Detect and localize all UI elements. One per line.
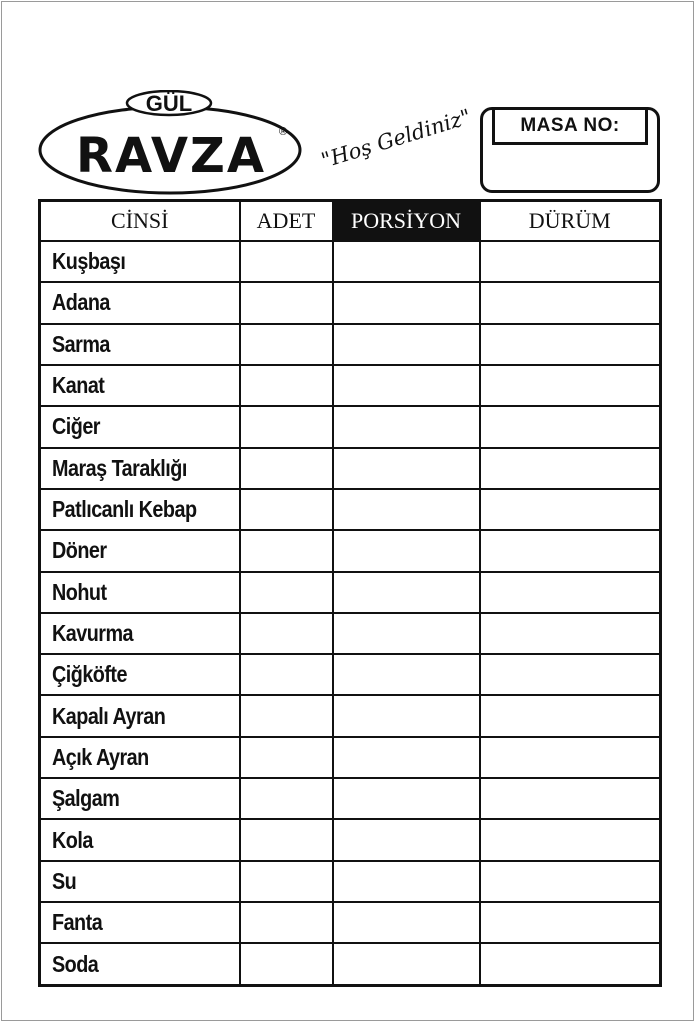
item-name: Şalgam — [52, 785, 120, 812]
adet-cell[interactable] — [240, 943, 333, 985]
adet-cell[interactable] — [240, 902, 333, 943]
item-name-cell — [40, 943, 240, 985]
porsiyon-cell[interactable] — [333, 489, 480, 530]
item-name-cell — [40, 902, 240, 943]
durum-cell[interactable] — [480, 489, 661, 530]
item-name: Sarma — [52, 330, 110, 357]
item-name-cell — [40, 819, 240, 860]
porsiyon-cell[interactable] — [333, 861, 480, 902]
adet-cell[interactable] — [240, 489, 333, 530]
item-name: Soda — [52, 950, 99, 977]
adet-cell[interactable] — [240, 530, 333, 571]
item-name-cell — [40, 695, 240, 736]
item-name: Nohut — [52, 578, 107, 605]
item-name: Patlıcanlı Kebap — [52, 496, 197, 523]
item-name-cell — [40, 654, 240, 695]
item-name-cell — [40, 406, 240, 447]
porsiyon-cell[interactable] — [333, 282, 480, 323]
column-durum: DÜRÜM — [480, 201, 661, 242]
welcome-message — [316, 80, 486, 180]
item-name: Kuşbaşı — [52, 248, 126, 275]
adet-cell[interactable] — [240, 778, 333, 819]
adet-cell[interactable] — [240, 572, 333, 613]
item-name-cell — [40, 778, 240, 819]
durum-cell[interactable] — [480, 778, 661, 819]
item-name-cell — [40, 489, 240, 530]
adet-cell[interactable] — [240, 282, 333, 323]
table-row — [40, 778, 661, 819]
adet-cell[interactable] — [240, 737, 333, 778]
item-name-cell — [40, 241, 240, 282]
brand-top-text: GÜL — [145, 91, 193, 116]
durum-cell[interactable] — [480, 365, 661, 406]
item-name: Döner — [52, 537, 107, 564]
item-name: Kavurma — [52, 619, 134, 646]
table-row — [40, 489, 661, 530]
table-row — [40, 282, 661, 323]
brand-logo — [38, 90, 308, 196]
item-name-cell — [40, 613, 240, 654]
durum-cell[interactable] — [480, 613, 661, 654]
table-row — [40, 448, 661, 489]
adet-cell[interactable] — [240, 819, 333, 860]
column-adet: ADET — [240, 201, 333, 242]
durum-cell[interactable] — [480, 902, 661, 943]
item-name: Kapalı Ayran — [52, 702, 166, 729]
durum-cell[interactable] — [480, 819, 661, 860]
porsiyon-cell[interactable] — [333, 943, 480, 985]
durum-cell[interactable] — [480, 572, 661, 613]
durum-cell[interactable] — [480, 530, 661, 571]
order-table — [38, 199, 662, 987]
porsiyon-cell[interactable] — [333, 613, 480, 654]
porsiyon-cell[interactable] — [333, 406, 480, 447]
table-row — [40, 613, 661, 654]
table-row — [40, 861, 661, 902]
item-name: Kanat — [52, 372, 105, 399]
durum-cell[interactable] — [480, 695, 661, 736]
item-name: Fanta — [52, 909, 103, 936]
table-row — [40, 695, 661, 736]
porsiyon-cell[interactable] — [333, 778, 480, 819]
column-porsiyon: PORSİYON — [333, 201, 480, 242]
adet-cell[interactable] — [240, 324, 333, 365]
brand-name-text: RAVZA — [76, 128, 266, 184]
porsiyon-cell[interactable] — [333, 695, 480, 736]
porsiyon-cell[interactable] — [333, 654, 480, 695]
durum-cell[interactable] — [480, 861, 661, 902]
table-row — [40, 530, 661, 571]
adet-cell[interactable] — [240, 613, 333, 654]
item-name: Su — [52, 867, 77, 894]
item-name: Açık Ayran — [52, 743, 149, 770]
durum-cell[interactable] — [480, 282, 661, 323]
table-row — [40, 737, 661, 778]
adet-cell[interactable] — [240, 448, 333, 489]
adet-cell[interactable] — [240, 654, 333, 695]
porsiyon-cell[interactable] — [333, 324, 480, 365]
porsiyon-cell[interactable] — [333, 572, 480, 613]
table-number-label: MASA NO: — [492, 107, 648, 145]
item-name-cell — [40, 448, 240, 489]
table-row — [40, 654, 661, 695]
table-row — [40, 324, 661, 365]
table-row — [40, 819, 661, 860]
porsiyon-cell[interactable] — [333, 365, 480, 406]
adet-cell[interactable] — [240, 241, 333, 282]
table-row — [40, 406, 661, 447]
item-name: Adana — [52, 289, 110, 316]
porsiyon-cell[interactable] — [333, 819, 480, 860]
table-row — [40, 572, 661, 613]
item-name-cell — [40, 282, 240, 323]
porsiyon-cell[interactable] — [333, 737, 480, 778]
durum-cell[interactable] — [480, 654, 661, 695]
item-name-cell — [40, 572, 240, 613]
registered-mark: ® — [279, 126, 288, 138]
item-name: Maraş Taraklığı — [52, 454, 187, 481]
table-row — [40, 365, 661, 406]
porsiyon-cell[interactable] — [333, 448, 480, 489]
adet-cell[interactable] — [240, 695, 333, 736]
item-name: Ciğer — [52, 413, 100, 440]
item-name-cell — [40, 530, 240, 571]
table-row — [40, 902, 661, 943]
item-name: Çiğköfte — [52, 661, 127, 688]
item-name: Kola — [52, 826, 93, 853]
durum-cell[interactable] — [480, 943, 661, 985]
durum-cell[interactable] — [480, 324, 661, 365]
welcome-text: "Hoş Geldiniz" — [318, 104, 474, 173]
durum-cell[interactable] — [480, 241, 661, 282]
header-row — [40, 201, 661, 242]
table-row — [40, 241, 661, 282]
item-name-cell — [40, 365, 240, 406]
porsiyon-cell[interactable] — [333, 530, 480, 571]
durum-cell[interactable] — [480, 406, 661, 447]
item-name-cell — [40, 737, 240, 778]
table-row — [40, 943, 661, 985]
durum-cell[interactable] — [480, 737, 661, 778]
adet-cell[interactable] — [240, 365, 333, 406]
adet-cell[interactable] — [240, 406, 333, 447]
porsiyon-cell[interactable] — [333, 241, 480, 282]
durum-cell[interactable] — [480, 448, 661, 489]
column-cinsi: CİNSİ — [40, 201, 240, 242]
item-name-cell — [40, 324, 240, 365]
adet-cell[interactable] — [240, 861, 333, 902]
porsiyon-cell[interactable] — [333, 902, 480, 943]
item-name-cell — [40, 861, 240, 902]
